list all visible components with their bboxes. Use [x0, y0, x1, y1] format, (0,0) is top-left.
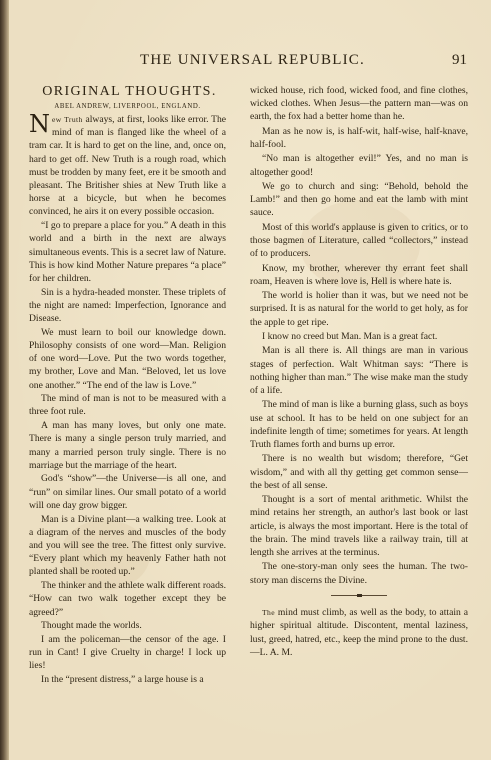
paragraph: In the “present distress,” a large house is a [41, 674, 204, 686]
paragraph: “No man is altogether evil!” Yes, and no man is altogether good! [250, 153, 468, 178]
article-title: ORIGINAL THOUGHTS. [42, 84, 217, 99]
paragraph: The thinker and the athlete walk different roads. “How can two walk together except they be agreed?” [29, 580, 226, 618]
continued-paragraph: wicked house, rich food, wicked food, and fine clothes, wicked clothes. When Jesus—the pattern man—was on earth, the fox had a better home than he. [250, 85, 468, 123]
paragraph: The mind of man is not to be measured with a three foot rule. [29, 393, 226, 418]
paragraph: The world is holier than it was, but we need not be surprised. It is as natural for the world to get holy, as for the apple to get ripe. [250, 290, 468, 328]
paragraph: God's “show”—the Universe—is all one, and “run” on similar lines. Our small potato of a world will one day grow bigger. [29, 473, 226, 511]
paragraph: The one-story-man only sees the human. The two-story man discerns the Divine. [250, 561, 468, 586]
paragraph: Thought is a sort of mental arithmetic. Whilst the mind retains her strength, an author's last book or last article, is always the most important. Here is the total of the brain. The mind travels like a railway train, till at length she arrives at the terminus. [250, 494, 468, 558]
paragraph: I know no creed but Man. Man is a great fact. [262, 330, 438, 342]
paragraph: Sin is a hydra-headed monster. These triplets of the night are named: Imperfection, Ignorance and Disease. [29, 286, 226, 325]
running-head [0, 52, 491, 70]
closing-text: mind must climb, as well as the body, to attain a higher spiritual altitude. Discontent, mental laziness, lust, greed, hatred, etc., keep the mind prone to the dust.—L. A. M. [250, 607, 468, 658]
opening-text: always, at first, looks like error. The mind of man is flanged like the wheel of a tram car. It is hard to get on the line, and, once on, hard to get off. New Truth is a rough road, which must be trodden by many feet, ere it be smooth and pleasant. The Britisher shies at New Truth like a horse at a bicycle, but when he becomes convinced, he airs it on every possible occasion. [29, 114, 227, 218]
paragraph: We must learn to boil our knowledge down. Philosophy consists of one word—Man. Religion of one word—Love. Put the two words together, my brother, Love and Man. “Beloved, let us love one another.” “The end of the law is Love.” [29, 326, 226, 391]
paragraph: Thought made the worlds. [41, 620, 142, 632]
opening-paragraph [29, 110, 227, 219]
paragraph: Know, my brother, wherever thy errant feet shall roam, Heaven is where love is, Hell is where hate is. [250, 262, 468, 287]
paragraph: Most of this world's applause is given to critics, or to those bagmen of Literature, called “collectors,” instead of to producers. [250, 221, 468, 260]
article-byline: ABEL ANDREW, LIVERPOOL, ENGLAND. [54, 103, 201, 110]
paragraph: Man is a Divine plant—a walking tree. Look at a diagram of the nerves and muscles of the body and you will see the tree. The fittest only survive. “Every plant which my heavenly Father hath not planted shall be rooted up.” [29, 513, 226, 578]
paragraph: There is no wealth but wisdom; therefore, “Get wisdom,” and with all thy getting get common sense—the best of all sense. [250, 453, 468, 491]
left-column [29, 84, 226, 687]
page-number: 91 [452, 52, 467, 68]
paragraph: I am the policeman—the censor of the age. I run in Cant! I give Cruelty in charge! I lock up lies! [29, 633, 226, 672]
paragraph: We go to church and sing: “Behold, behold the Lamb!” and then go home and eat the lamb with mint sauce. [250, 180, 468, 219]
paragraph: The mind of man is like a burning glass, such as boys use at school. It has to be held on one subject for an indefinite length of time; sometimes for years. At length Truth flames forth and burns up error. [250, 399, 468, 450]
paragraph: Man as he now is, is half-wit, half-wise, half-knave, half-fool. [250, 125, 468, 150]
paragraph: “I go to prepare a place for you.” A death in this world and a birth in the next are always simultaneous events. This is a secret law of Nature. This is how kind Mother Nature prepares “a place” for her children. [29, 220, 226, 284]
running-title: THE UNIVERSAL REPUBLIC. [140, 52, 365, 68]
closing-smallcaps: The [262, 608, 276, 618]
closing-paragraph [250, 606, 468, 659]
right-column [250, 84, 468, 660]
drop-cap: N [29, 110, 50, 138]
binding-edge [0, 0, 9, 760]
paragraph: A man has many loves, but only one mate. There is many a single person truly married, and many a married person truly single. There is no marriage but the marriage of the heart. [29, 420, 226, 471]
section-divider [331, 595, 387, 597]
paragraph: Man is all there is. All things are man in various stages of perfection. Walt Whitman says: “There is nothing higher than man.” The wise make man the study of a life. [250, 345, 468, 396]
opening-smallcaps: ew Truth [52, 115, 83, 124]
